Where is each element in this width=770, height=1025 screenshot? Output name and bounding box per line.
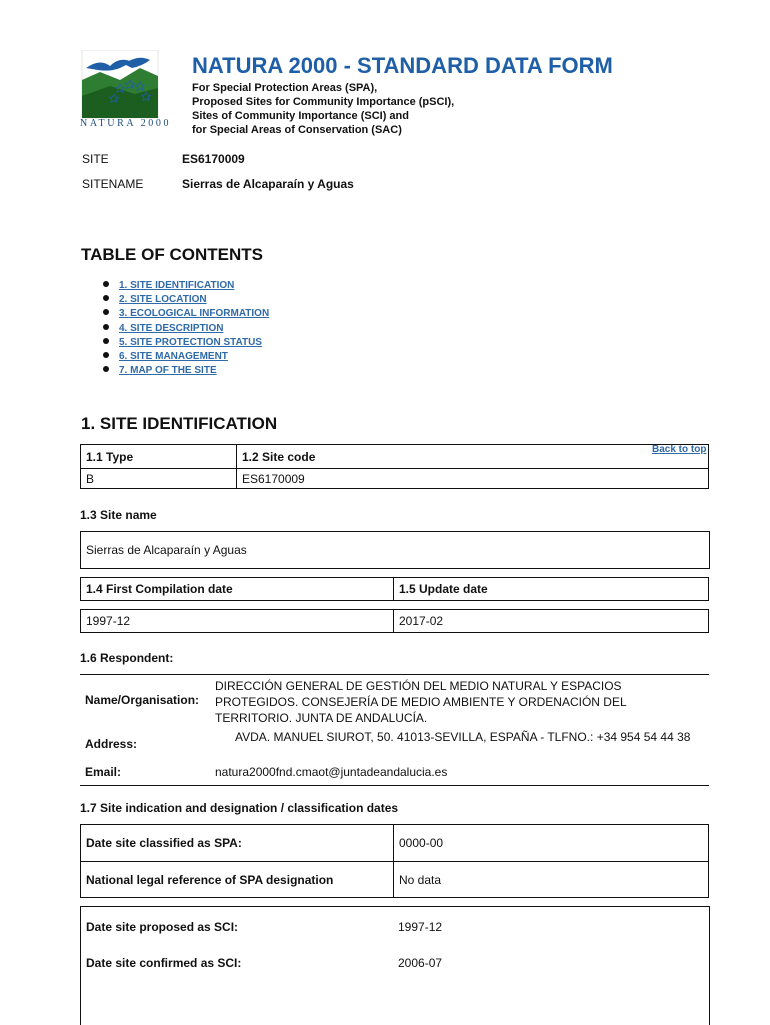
- designation-heading: 1.7 Site indication and designation / classification dates: [80, 801, 399, 815]
- sci-confirmed-value: 2006-07: [398, 956, 443, 970]
- toc-link-map-of-the-site[interactable]: 7. MAP OF THE SITE: [119, 365, 217, 377]
- toc-item: [103, 307, 269, 321]
- site-label: SITE: [82, 152, 109, 166]
- respondent-address-value: AVDA. MANUEL SIUROT, 50. 41013-SEVILLA, ESPAÑA - TLFNO.: +34 954 54 44 38: [235, 730, 691, 744]
- site-name-box: [80, 531, 710, 569]
- respondent-name-value: DIRECCIÓN GENERAL DE GESTIÓN DEL MEDIO NATURAL Y ESPACIOS PROTEGIDOS. CONSEJERÍA DE MEDIO AMBIENTE Y ORDENACIÓN DEL TERRITORIO. JUNTA DE ANDALUCÍA.: [215, 679, 627, 725]
- sci-proposed-label: Date site proposed as SCI:: [86, 920, 239, 934]
- site-name-value: Sierras de Alcaparaín y Aguas: [86, 543, 247, 557]
- back-to-top-link[interactable]: Back to top: [652, 444, 707, 455]
- sitename-value: Sierras de Alcaparaín y Aguas: [182, 177, 354, 191]
- spa-legal-ref-value: No data: [394, 862, 709, 898]
- respondent-email-value: natura2000fnd.cmaot@juntadeandalucia.es: [215, 765, 448, 779]
- toc-link-site-identification[interactable]: 1. SITE IDENTIFICATION: [119, 280, 235, 291]
- spa-date-value: 0000-00: [394, 825, 709, 862]
- first-compilation-label: 1.4 First Compilation date: [81, 578, 394, 601]
- toc-list: [103, 279, 269, 378]
- respondent-heading: 1.6 Respondent:: [80, 651, 174, 665]
- toc-link-ecological-information[interactable]: 3. ECOLOGICAL INFORMATION: [119, 308, 270, 320]
- compilation-header-table: [80, 577, 709, 601]
- respondent-address-label: Address:: [85, 737, 138, 751]
- toc-link-site-description[interactable]: 4. SITE DESCRIPTION: [119, 322, 224, 334]
- toc-link-site-location[interactable]: 2. SITE LOCATION: [119, 294, 207, 306]
- toc-link-site-protection-status[interactable]: 5. SITE PROTECTION STATUS: [119, 336, 262, 348]
- sitename-label: SITENAME: [82, 177, 144, 191]
- update-date-value: 2017-02: [394, 610, 709, 633]
- spa-legal-ref-label: National legal reference of SPA designation: [81, 862, 394, 898]
- first-compilation-value: 1997-12: [81, 610, 394, 633]
- spa-date-label: Date site classified as SPA:: [81, 825, 394, 862]
- sci-confirmed-label: Date site confirmed as SCI:: [86, 956, 242, 970]
- respondent-name-label: Name/Organisation:: [85, 693, 200, 707]
- sci-box: [80, 906, 710, 1025]
- section-title-site-identification: 1. SITE IDENTIFICATION: [81, 414, 278, 433]
- site-code-value: ES6170009: [237, 469, 709, 489]
- toc-item: [103, 279, 269, 293]
- toc-item: [103, 350, 269, 364]
- subtitle-line-3: Sites of Community Importance (SCI) and: [192, 110, 409, 122]
- spa-table: [80, 824, 709, 898]
- natura2000-logo: [80, 50, 184, 134]
- site-name-heading: 1.3 Site name: [80, 508, 157, 522]
- toc-link-site-management[interactable]: 6. SITE MANAGEMENT: [119, 350, 228, 362]
- respondent-table: [80, 674, 709, 786]
- site-code-label: 1.2 Site code: [237, 445, 709, 469]
- toc-item: [103, 322, 269, 336]
- type-label: 1.1 Type: [81, 445, 237, 469]
- toc-title: TABLE OF CONTENTS: [81, 245, 263, 264]
- sci-proposed-value: 1997-12: [398, 920, 443, 934]
- subtitle-line-1: For Special Protection Areas (SPA),: [192, 82, 378, 94]
- update-date-label: 1.5 Update date: [394, 578, 709, 601]
- logo-text: NATURA 2000: [80, 118, 172, 129]
- compilation-values-table: [80, 609, 709, 633]
- respondent-email-label: Email:: [85, 765, 122, 779]
- type-value: B: [81, 469, 237, 489]
- toc-item: [103, 336, 269, 350]
- subtitle-line-4: for Special Areas of Conservation (SAC): [192, 124, 402, 136]
- subtitle-line-2: Proposed Sites for Community Importance (pSCI),: [192, 96, 455, 108]
- site-value: ES6170009: [182, 152, 245, 166]
- form-title: NATURA 2000 - STANDARD DATA FORM: [192, 53, 613, 78]
- toc-item: [103, 364, 269, 378]
- toc-item: [103, 293, 269, 307]
- type-code-table: [80, 444, 709, 489]
